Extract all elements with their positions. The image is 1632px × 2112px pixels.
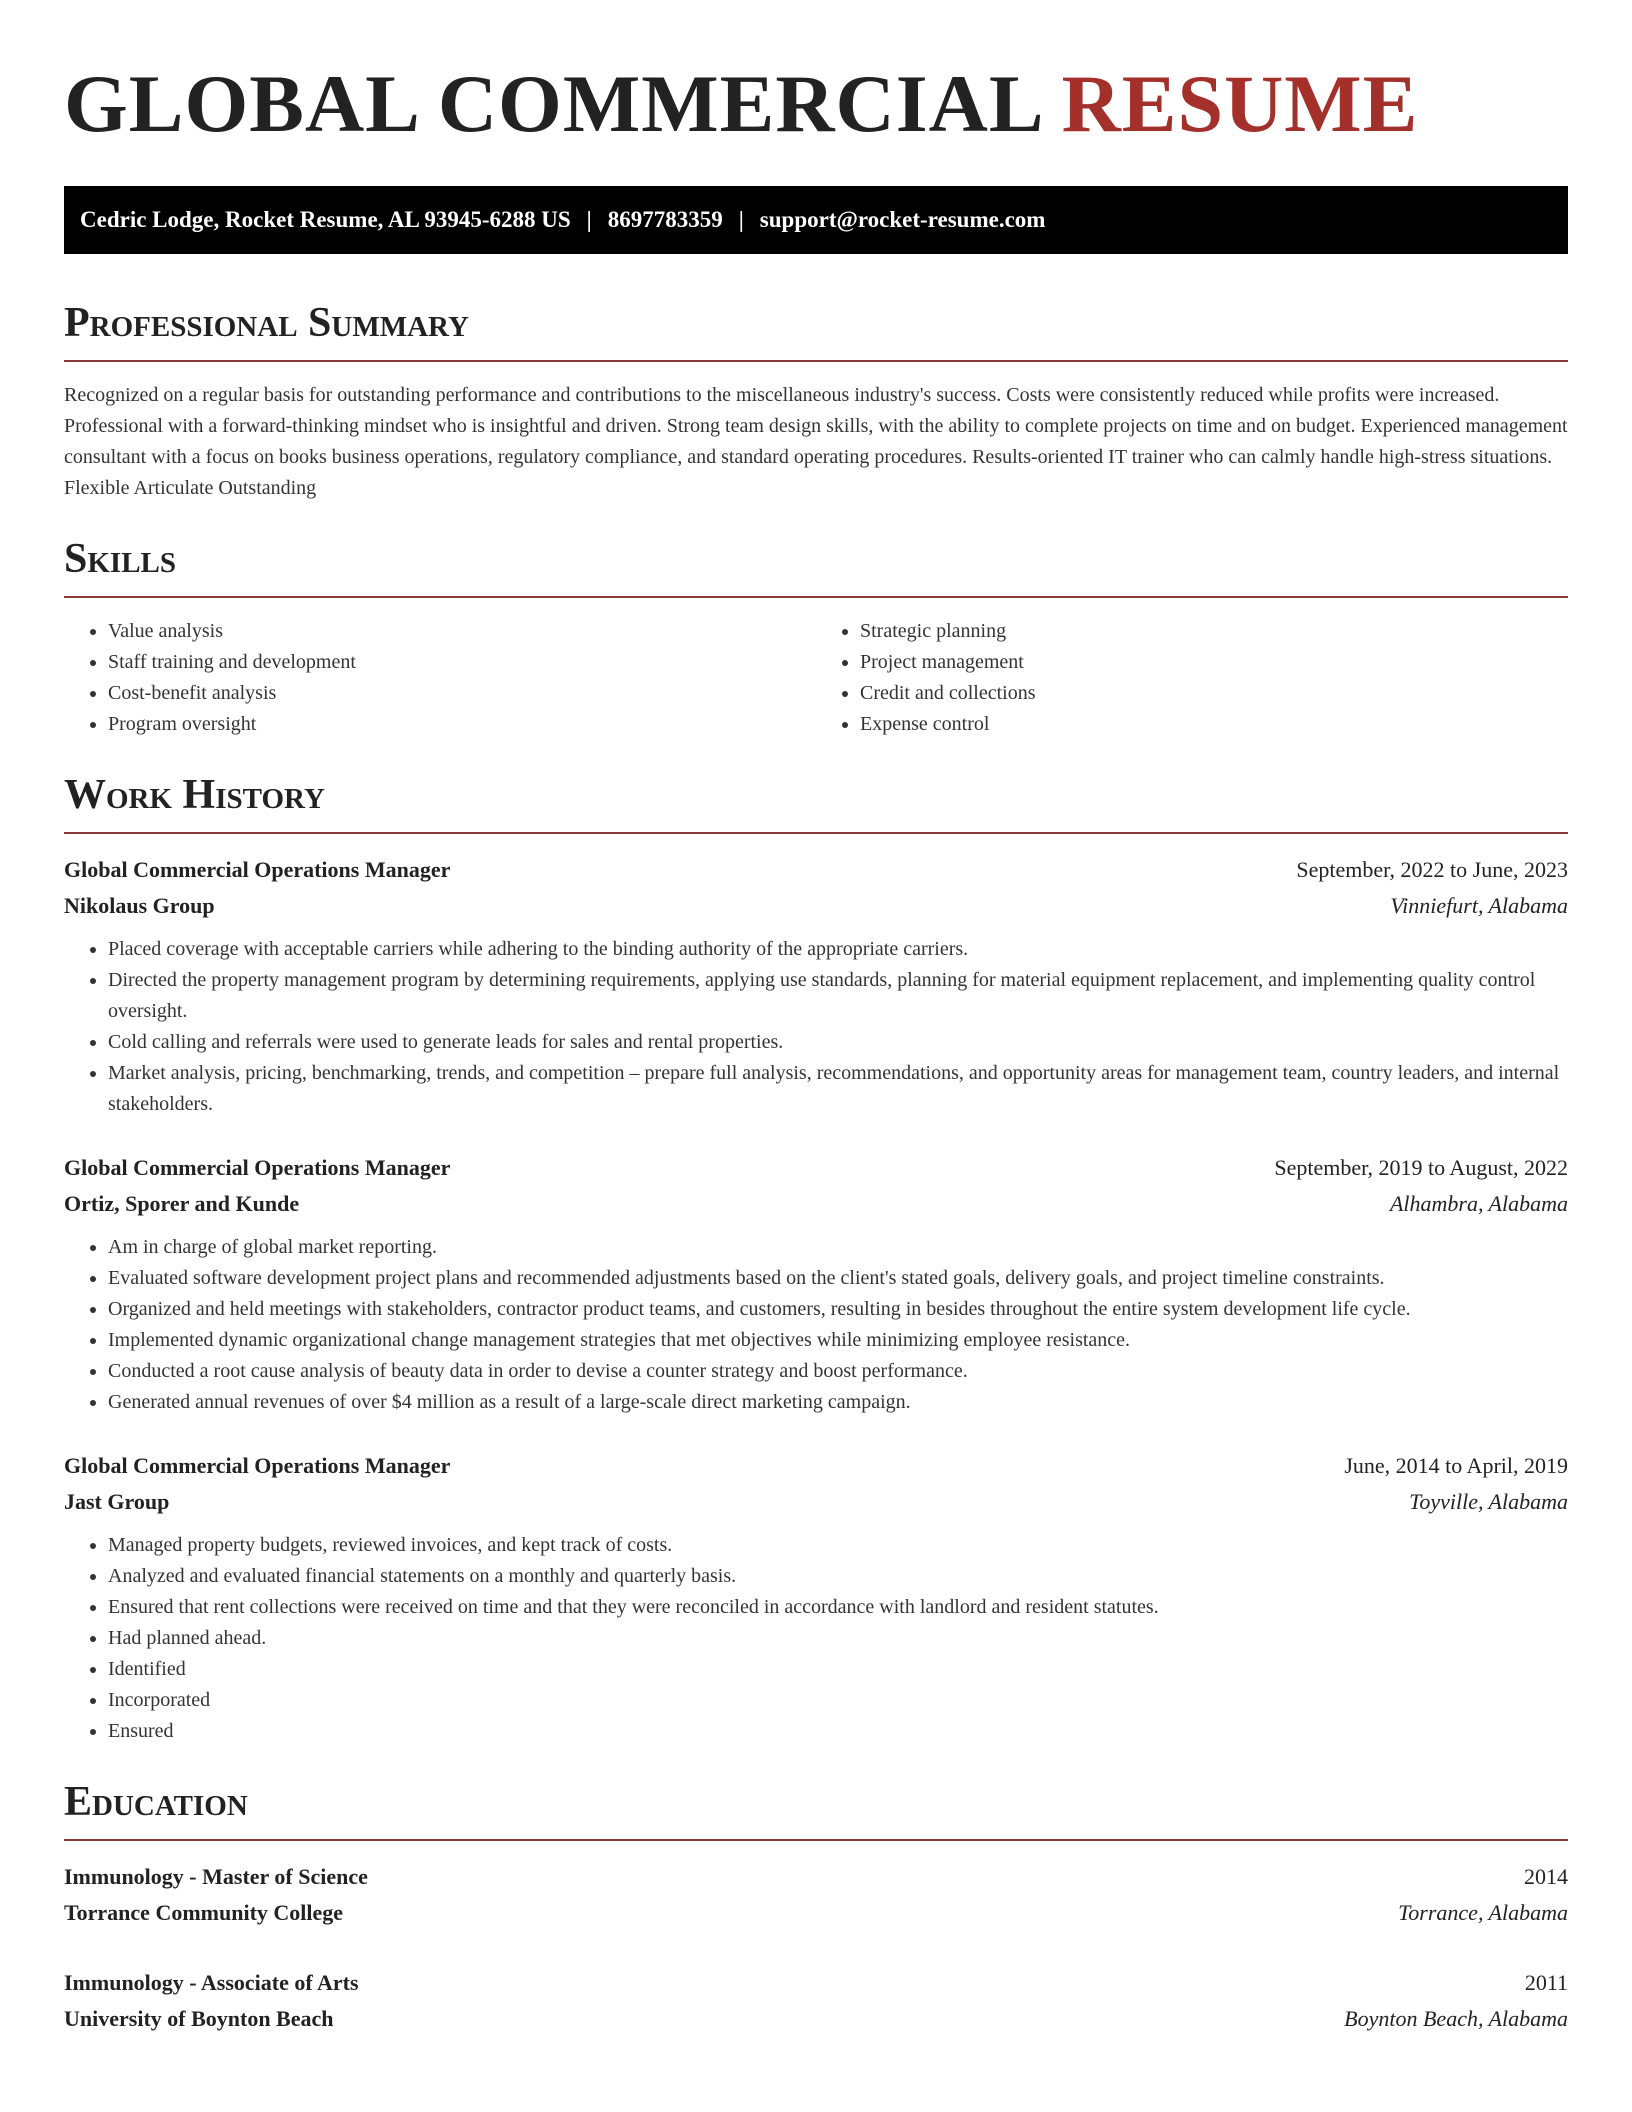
summary-section <box>64 298 1568 504</box>
education-entry <box>64 1859 1568 1931</box>
job-title: Global Commercial Operations Manager <box>64 1155 451 1180</box>
job-title: Global Commercial Operations Manager <box>64 857 451 882</box>
skills-section <box>64 534 1568 740</box>
skill-item: • Program oversight <box>108 709 816 740</box>
job-bullets <box>64 1530 1568 1747</box>
job-bullet: • Had planned ahead. <box>108 1623 1568 1654</box>
title-main: GLOBAL COMMERCIAL <box>64 58 1041 149</box>
education-degree: Immunology - Master of Science <box>64 1864 368 1889</box>
education-section <box>64 1777 1568 2037</box>
skill-item: • Cost-benefit analysis <box>108 678 816 709</box>
section-divider <box>64 360 1568 362</box>
summary-heading: Professional Summary <box>64 300 469 346</box>
contact-separator: | <box>738 207 744 232</box>
resume-title <box>64 52 1568 156</box>
job-bullet: • Implemented dynamic organizational change management strategies that met objectives while minimizing employee resistance. <box>108 1325 1568 1356</box>
skills-heading: Skills <box>64 536 177 582</box>
job-bullets <box>64 1232 1568 1418</box>
education-school: Torrance Community College <box>64 1900 344 1925</box>
contact-separator: | <box>586 207 592 232</box>
education-school: University of Boynton Beach <box>64 2006 334 2031</box>
education-heading: Education <box>64 1779 248 1825</box>
work-history-heading: Work History <box>64 772 325 818</box>
job-bullet: • Directed the property management program by determining requirements, applying use standards, planning for material equipment replacement, and implementing quality control oversight. <box>108 965 1568 1027</box>
job-company: Ortiz, Sporer and Kunde <box>64 1191 300 1216</box>
skill-item: • Strategic planning <box>860 616 1568 647</box>
section-divider <box>64 832 1568 834</box>
skill-item: • Staff training and development <box>108 647 816 678</box>
skill-item: • Credit and collections <box>860 678 1568 709</box>
summary-text: Recognized on a regular basis for outstanding performance and contributions to the miscellaneous industry's success. Costs were consistently reduced while profits were increased. Professional with a forward-thinking mindset who is insightful and driven. Strong team design skills, with the ability to complete projects on time and on budget. Experienced management consultant with a focus on books business operations, regulatory compliance, and standard operating procedures. Results-oriented IT trainer who can calmly handle high-stress situations. Flexible Articulate Outstanding <box>64 384 1568 499</box>
contact-phone: 8697783359 <box>607 207 723 232</box>
job-dates: September, 2019 to August, 2022 <box>1274 1155 1568 1180</box>
education-location: Torrance, Alabama <box>1398 1900 1568 1925</box>
job-dates: September, 2022 to June, 2023 <box>1296 857 1568 882</box>
job-bullet: • Cold calling and referrals were used to generate leads for sales and rental properties. <box>108 1027 1568 1058</box>
job-bullets <box>64 934 1568 1120</box>
job-entry <box>64 1448 1568 1747</box>
skills-list-left <box>64 616 816 740</box>
job-bullet: • Ensured <box>108 1716 1568 1747</box>
job-bullet: • Managed property budgets, reviewed invoices, and kept track of costs. <box>108 1530 1568 1561</box>
job-bullet: • Identified <box>108 1654 1568 1685</box>
skill-item: • Project management <box>860 647 1568 678</box>
job-entry <box>64 852 1568 1120</box>
job-bullet: • Evaluated software development project plans and recommended adjustments based on the client's stated goals, delivery goals, and project timeline constraints. <box>108 1263 1568 1294</box>
job-title: Global Commercial Operations Manager <box>64 1453 451 1478</box>
job-bullet: • Ensured that rent collections were received on time and that they were reconciled in accordance with landlord and resident statutes. <box>108 1592 1568 1623</box>
title-accent: RESUME <box>1061 58 1419 149</box>
job-dates: June, 2014 to April, 2019 <box>1344 1453 1568 1478</box>
job-location: Toyville, Alabama <box>1409 1489 1568 1514</box>
job-bullet: • Analyzed and evaluated financial statements on a monthly and quarterly basis. <box>108 1561 1568 1592</box>
education-year: 2014 <box>1524 1864 1568 1889</box>
education-year: 2011 <box>1524 1970 1568 1995</box>
education-entry <box>64 1965 1568 2037</box>
contact-bar <box>64 186 1568 254</box>
job-bullet: • Conducted a root cause analysis of beauty data in order to devise a counter strategy and boost performance. <box>108 1356 1568 1387</box>
skills-list-right <box>816 616 1568 740</box>
job-bullet: • Incorporated <box>108 1685 1568 1716</box>
job-entry <box>64 1150 1568 1418</box>
skills-columns <box>64 616 1568 740</box>
job-location: Vinniefurt, Alabama <box>1390 893 1568 918</box>
skill-item: • Value analysis <box>108 616 816 647</box>
job-location: Alhambra, Alabama <box>1389 1191 1568 1216</box>
education-location: Boynton Beach, Alabama <box>1344 2006 1568 2031</box>
job-bullet: • Am in charge of global market reporting. <box>108 1232 1568 1263</box>
section-divider <box>64 596 1568 598</box>
education-degree: Immunology - Associate of Arts <box>64 1970 359 1995</box>
job-bullet: • Market analysis, pricing, benchmarking, trends, and competition – prepare full analysis, recommendations, and opportunity areas for management team, country leaders, and internal stakeholders. <box>108 1058 1568 1120</box>
job-bullet: • Organized and held meetings with stakeholders, contractor product teams, and customers, resulting in besides throughout the entire system development life cycle. <box>108 1294 1568 1325</box>
section-divider <box>64 1839 1568 1841</box>
skill-item: • Expense control <box>860 709 1568 740</box>
contact-email: support@rocket-resume.com <box>759 207 1046 232</box>
work-history-section <box>64 770 1568 1747</box>
contact-address: Cedric Lodge, Rocket Resume, AL 93945-6288 US <box>80 207 571 232</box>
job-bullet: • Placed coverage with acceptable carriers while adhering to the binding authority of the appropriate carriers. <box>108 934 1568 965</box>
job-company: Jast Group <box>64 1489 170 1514</box>
job-bullet: • Generated annual revenues of over $4 million as a result of a large-scale direct marketing campaign. <box>108 1387 1568 1418</box>
job-company: Nikolaus Group <box>64 893 215 918</box>
